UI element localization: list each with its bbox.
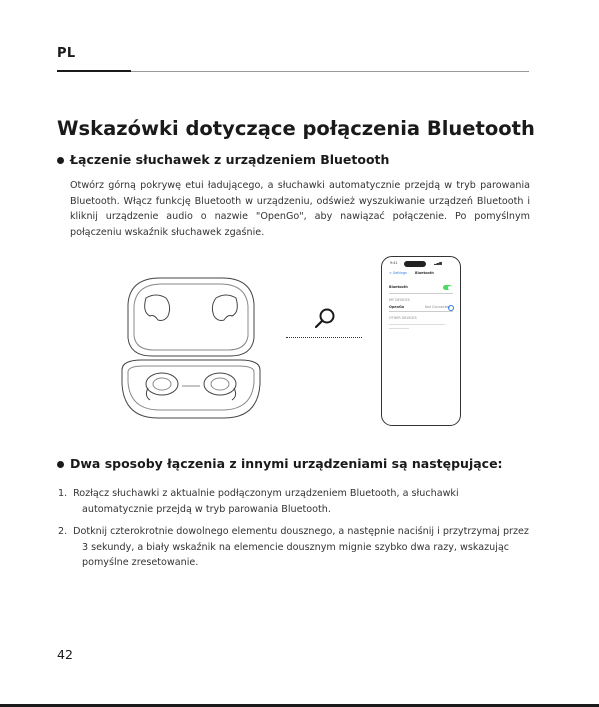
- section-heading-pairing: Łączenie słuchawek z urządzeniem Bluetooth: [70, 152, 390, 167]
- steps-list: [58, 486, 530, 578]
- step-text: Rozłącz słuchawki z aktualnie podłączonym urządzeniem Bluetooth, a słuchawki automatycznie przejdą w tryb parowania Bluetooth.: [73, 488, 459, 515]
- search-icon: [313, 307, 337, 331]
- list-item: 2. Dotknij czterokrotnie dowolnego elementu dousznego, a następnie naciśnij i przytrzymaj przez 3 sekundy, a biały wskaźnik na elemencie dousznym mignie szybko dwa razy, wskazując pomyślne zresetowanie.: [58, 526, 529, 568]
- screen-title: Bluetooth: [415, 271, 434, 275]
- bluetooth-toggle: [443, 285, 452, 290]
- back-link: < Settings: [389, 271, 407, 275]
- divider: [389, 293, 453, 294]
- list-item: 1. Rozłącz słuchawki z aktualnie podłączonym urządzeniem Bluetooth, a słuchawki automatycznie przejdą w tryb parowania Bluetooth.: [58, 488, 459, 515]
- header-rule: [131, 71, 529, 72]
- bullet-icon: [57, 157, 64, 164]
- section-heading-other-devices: Dwa sposoby łączenia z innymi urządzeniami są następujące:: [70, 456, 503, 471]
- bullet-icon: [57, 461, 64, 468]
- phone-time: 9:41: [390, 261, 398, 265]
- language-underline: [57, 70, 131, 72]
- phone-illustration: [381, 256, 461, 426]
- divider: [389, 311, 453, 312]
- device-name: OpenGo: [389, 305, 405, 309]
- language-label: PL: [57, 46, 76, 61]
- placeholder-line: [389, 328, 409, 329]
- pairing-paragraph: Otwórz górną pokrywę etui ładującego, a słuchawki automatycznie przejdą w tryb parowania Bluetooth. Włącz funkcję Bluetooth w urządzeniu, odśwież wyszukiwanie urządzeń Bluetooth i kliknij urządzenie audio o nazwie "OpenGo", aby nawiązać połączenie. Po pomyślnym połączeniu wskaźnik słuchawek zgaśnie.: [70, 180, 530, 238]
- my-devices-label: MY DEVICES: [389, 298, 410, 302]
- phone-notch: [404, 261, 426, 267]
- charging-case-illustration: [112, 272, 270, 430]
- signal-icon: ▂▄▆: [434, 261, 442, 265]
- device-status: Not Connected: [425, 305, 451, 309]
- step-text: Dotknij czterokrotnie dowolnego elementu dousznego, a następnie naciśnij i przytrzymaj przez 3 sekundy, a biały wskaźnik na elemencie dousznym mignie szybko dwa razy, wskazując pomyślne zresetowanie.: [73, 526, 529, 568]
- page-title: Wskazówki dotyczące połączenia Bluetooth: [57, 117, 535, 140]
- placeholder-line: [389, 324, 445, 325]
- other-devices-label: OTHER DEVICES: [389, 316, 417, 320]
- bluetooth-label: Bluetooth: [389, 285, 408, 289]
- page-number: 42: [57, 647, 73, 662]
- connection-dots: [286, 337, 362, 338]
